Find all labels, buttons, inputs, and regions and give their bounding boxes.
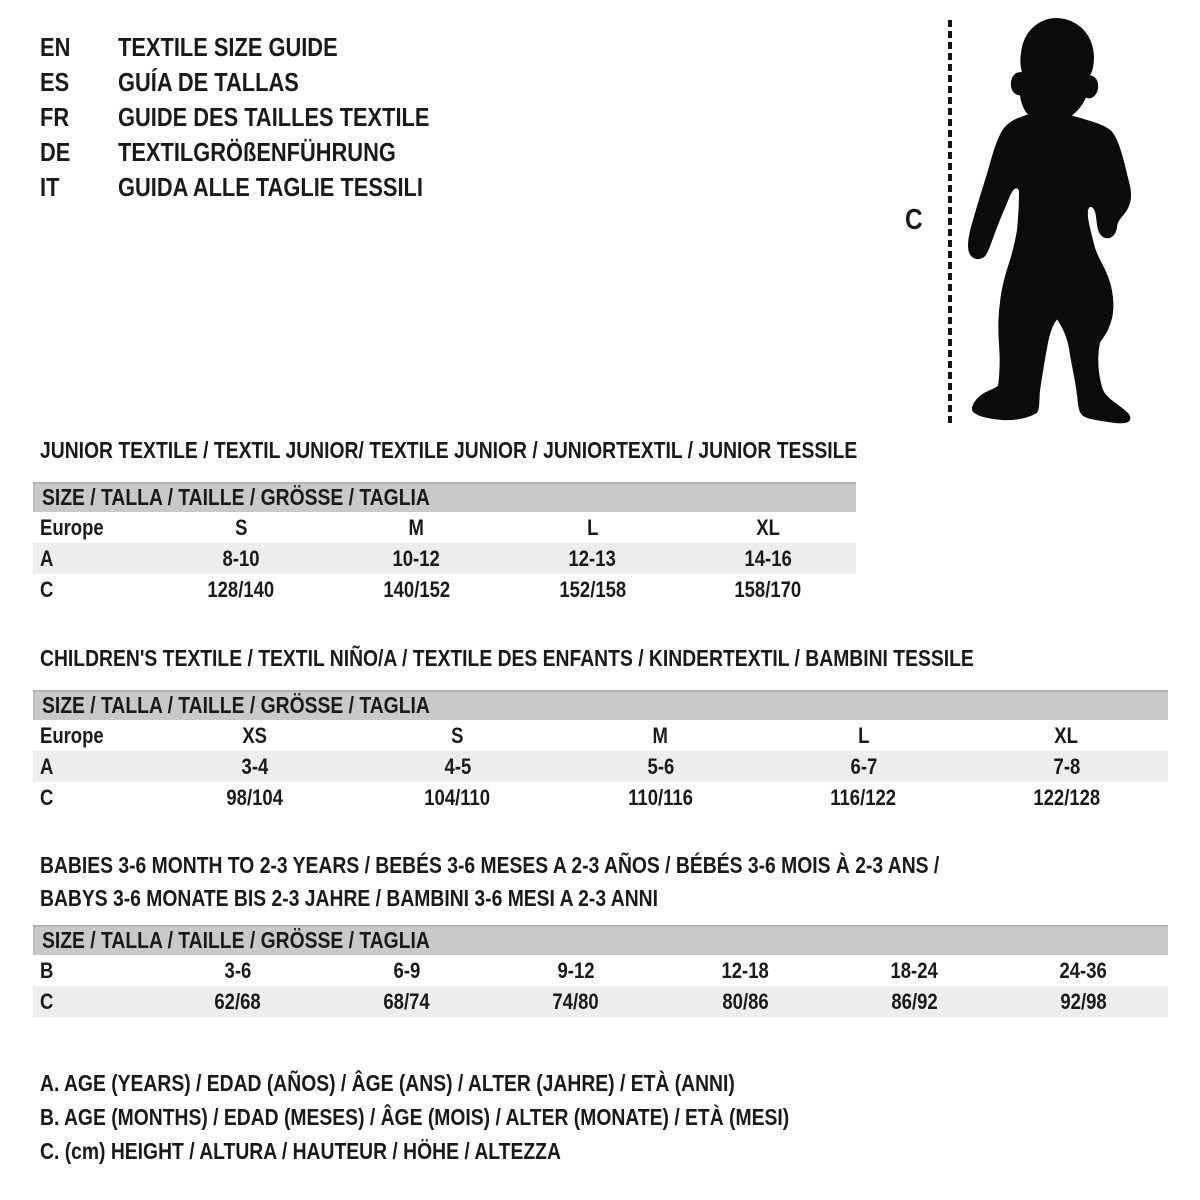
age-cell: 3-4 <box>241 753 268 779</box>
height-cell: 68/74 <box>383 988 430 1014</box>
language-code: DE <box>40 137 71 167</box>
height-cell: 158/170 <box>734 576 802 602</box>
guide-title: GUIDE DES TAILLES TEXTILE <box>118 102 430 132</box>
height-cell: 140/152 <box>383 576 451 602</box>
size-header-bar <box>33 482 856 512</box>
language-code: ES <box>40 67 70 97</box>
age-cell: 9-12 <box>557 957 595 983</box>
babies-section-title <box>40 849 1111 915</box>
language-title-list <box>40 30 489 205</box>
table-row-height-cm <box>33 986 1168 1017</box>
age-cell: 18-24 <box>890 957 938 983</box>
age-cell: 6-7 <box>850 753 877 779</box>
children-section-title <box>40 645 1152 671</box>
size-cell: S <box>234 514 248 540</box>
footnote-age-years: A. AGE (YEARS) / EDAD (AÑOS) / ÂGE (ANS) / ALTER (JAHRE) / ETÀ (ANNI) <box>40 1070 735 1096</box>
height-cell: 80/86 <box>721 988 769 1014</box>
height-cell: 110/116 <box>628 784 693 810</box>
age-cell: 12-18 <box>721 957 769 983</box>
age-cell: 10-12 <box>392 545 441 571</box>
size-header-label: SIZE / TALLA / TAILLE / GRÖSSE / TAGLIA <box>42 926 430 953</box>
legend-footnotes <box>40 1066 932 1168</box>
size-cell: XL <box>1054 722 1079 748</box>
junior-size-table <box>33 482 856 605</box>
size-cell: S <box>451 722 464 748</box>
size-header-bar <box>33 690 1168 720</box>
age-cell: 7-8 <box>1053 753 1080 779</box>
size-cell: M <box>408 514 425 540</box>
table-row-age-years <box>33 543 856 574</box>
table-row-europe <box>33 720 1168 751</box>
children-section-title-text: CHILDREN'S TEXTILE / TEXTIL NIÑO/A / TEXTILE DES ENFANTS / KINDERTEXTIL / BAMBINI TESSILE <box>40 645 974 671</box>
size-cell: L <box>586 514 599 540</box>
babies-size-table <box>33 925 1168 1017</box>
guide-title: TEXTILE SIZE GUIDE <box>118 32 338 62</box>
junior-section-title-text: JUNIOR TEXTILE / TEXTIL JUNIOR/ TEXTILE JUNIOR / JUNIORTEXTIL / JUNIOR TESSILE <box>40 437 858 463</box>
age-cell: 5-6 <box>647 753 674 779</box>
language-code: EN <box>40 32 71 62</box>
language-row-fr <box>40 100 489 135</box>
junior-section-title <box>40 437 1013 463</box>
row-label: Europe <box>40 514 104 540</box>
size-header-bar <box>33 925 1168 955</box>
row-label: A <box>40 753 54 779</box>
age-cell: 14-16 <box>744 545 792 571</box>
language-row-en <box>40 30 489 65</box>
height-cell: 104/110 <box>424 784 491 810</box>
language-row-de <box>40 135 489 170</box>
babies-title-line-1: BABIES 3-6 MONTH TO 2-3 YEARS / BEBÉS 3-6 MESES A 2-3 AÑOS / BÉBÉS 3-6 MOIS À 2-3 ANS / <box>40 852 940 878</box>
size-cell: L <box>857 722 870 748</box>
row-label: B <box>40 957 54 983</box>
children-size-table <box>33 690 1168 813</box>
toddler-silhouette-icon <box>960 14 1140 426</box>
size-header-label: SIZE / TALLA / TAILLE / GRÖSSE / TAGLIA <box>42 691 430 718</box>
age-cell: 8-10 <box>222 545 260 571</box>
height-cell: 74/80 <box>552 988 600 1014</box>
height-cell: 86/92 <box>891 988 938 1014</box>
age-cell: 3-6 <box>224 957 251 983</box>
height-cell: 98/104 <box>226 784 283 810</box>
table-row-age-months <box>33 955 1168 986</box>
language-row-it <box>40 170 489 205</box>
guide-title: TEXTILGRÖßENFÜHRUNG <box>118 137 396 167</box>
height-cell: 122/128 <box>1033 784 1100 810</box>
language-row-es <box>40 65 489 100</box>
age-cell: 12-13 <box>568 545 617 571</box>
size-cell: XS <box>242 722 267 748</box>
size-header-label: SIZE / TALLA / TAILLE / GRÖSSE / TAGLIA <box>42 483 430 510</box>
row-label: Europe <box>40 722 104 748</box>
height-cell: 62/68 <box>214 988 261 1014</box>
table-row-age-years <box>33 751 1168 782</box>
row-label: C <box>40 784 54 810</box>
guide-title: GUÍA DE TALLAS <box>118 67 299 97</box>
height-measure-label: C <box>905 204 923 236</box>
language-code: FR <box>40 102 70 132</box>
size-cell: XL <box>756 514 780 540</box>
size-cell: M <box>652 722 669 748</box>
age-cell: 6-9 <box>393 957 421 983</box>
language-code: IT <box>40 172 60 202</box>
age-cell: 4-5 <box>444 753 471 779</box>
footnote-height-cm: C. (cm) HEIGHT / ALTURA / HAUTEUR / HÖHE / ALTEZZA <box>40 1138 561 1164</box>
guide-title: GUIDA ALLE TAGLIE TESSILI <box>118 172 423 202</box>
table-row-height-cm <box>33 782 1168 813</box>
table-row-europe <box>33 512 856 543</box>
footnote-age-months: B. AGE (MONTHS) / EDAD (MESES) / ÂGE (MOIS) / ALTER (MONATE) / ETÀ (MESI) <box>40 1104 790 1130</box>
table-row-height-cm <box>33 574 856 605</box>
row-label: C <box>40 576 54 602</box>
babies-title-line-2: BABYS 3-6 MONATE BIS 2-3 JAHRE / BAMBINI 3-6 MESI A 2-3 ANNI <box>40 885 658 911</box>
age-cell: 24-36 <box>1059 957 1108 983</box>
height-measure-dashed-line <box>948 20 952 425</box>
height-cell: 92/98 <box>1060 988 1107 1014</box>
row-label: A <box>40 545 54 571</box>
height-cell: 128/140 <box>207 576 275 602</box>
row-label: C <box>40 988 54 1014</box>
height-cell: 152/158 <box>558 576 626 602</box>
height-cell: 116/122 <box>830 784 897 810</box>
